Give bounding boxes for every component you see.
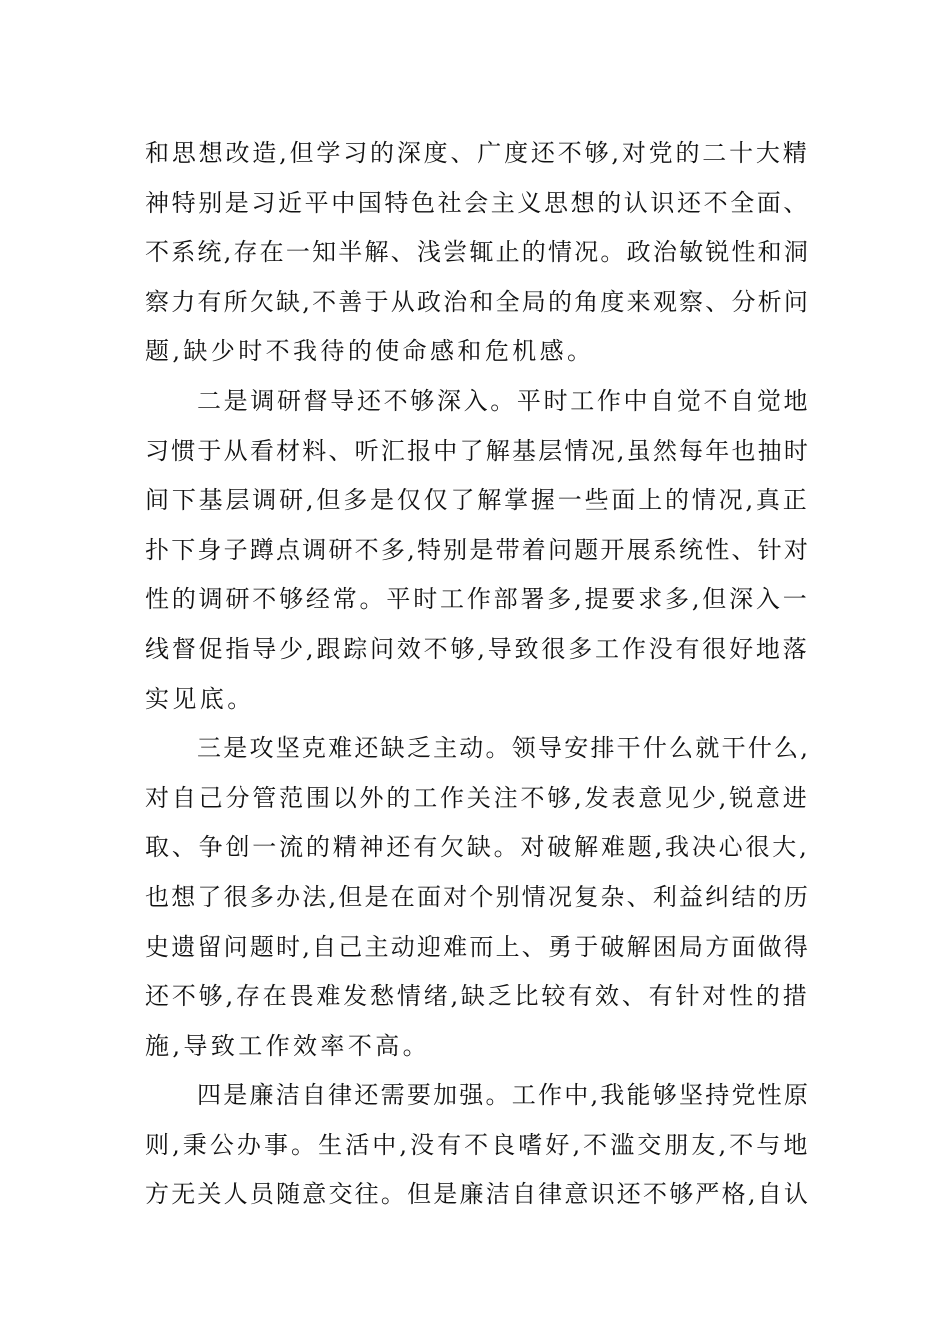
text-line: 线督促指导少,跟踪问效不够,导致很多工作没有很好地落 <box>145 634 810 663</box>
text-line: 方无关人员随意交往。但是廉洁自律意识还不够严格,自认 <box>145 1180 811 1209</box>
text-line: 还不够,存在畏难发愁情绪,缺乏比较有效、有针对性的措 <box>145 982 810 1011</box>
text-line: 实见底。 <box>145 684 255 713</box>
paragraph-2 <box>145 377 810 724</box>
text-line: 施,导致工作效率不高。 <box>145 1031 431 1060</box>
text-line: 习惯于从看材料、听汇报中了解基层情况,虽然每年也抽时 <box>145 436 811 465</box>
document-body <box>145 129 810 1220</box>
text-line: 也想了很多办法,但是在面对个别情况复杂、利益纠结的历 <box>145 882 811 911</box>
text-line: 对自己分管范围以外的工作关注不够,发表意见少,锐意进 <box>145 783 810 812</box>
text-line: 扑下身子蹲点调研不多,特别是带着问题开展系统性、针对 <box>145 535 811 564</box>
text-line: 取、争创一流的精神还有欠缺。对破解难题,我决心很大, <box>145 833 810 862</box>
text-line: 三是攻坚克难还缺乏主动。领导安排干什么就干什么, <box>197 734 811 763</box>
paragraph-1 <box>145 129 810 377</box>
text-line: 神特别是习近平中国特色社会主义思想的认识还不全面、 <box>145 188 810 217</box>
text-line: 史遗留问题时,自己主动迎难而上、勇于破解困局方面做得 <box>145 932 811 961</box>
text-line: 则,秉公办事。生活中,没有不良嗜好,不滥交朋友,不与地 <box>145 1130 811 1159</box>
text-line: 四是廉洁自律还需要加强。工作中,我能够坚持党性原 <box>197 1081 811 1110</box>
text-line: 间下基层调研,但多是仅仅了解掌握一些面上的情况,真正 <box>145 486 810 515</box>
text-line: 和思想改造,但学习的深度、广度还不够,对党的二十大精 <box>145 139 810 167</box>
text-line: 性的调研不够经常。平时工作部署多,提要求多,但深入一 <box>145 585 810 614</box>
text-line: 题,缺少时不我待的使命感和危机感。 <box>145 337 595 366</box>
paragraph-4 <box>145 1071 810 1220</box>
text-line: 不系统,存在一知半解、浅尝辄止的情况。政治敏锐性和洞 <box>145 238 811 267</box>
text-line: 察力有所欠缺,不善于从政治和全局的角度来观察、分析问 <box>145 287 811 316</box>
text-line: 二是调研督导还不够深入。平时工作中自觉不自觉地 <box>197 386 811 415</box>
paragraph-3 <box>145 724 810 1071</box>
